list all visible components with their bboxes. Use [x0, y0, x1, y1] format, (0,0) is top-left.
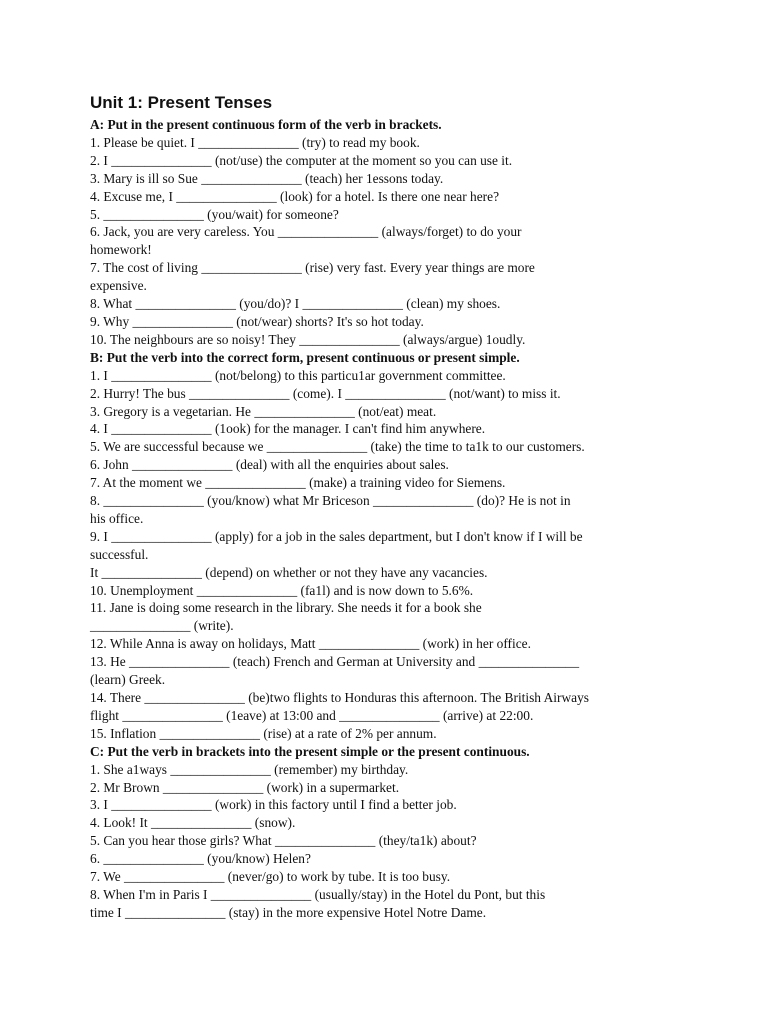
exercise-line: 7. At the moment we _______________ (make) a training video for Siemens.: [90, 475, 506, 491]
exercise-line: 1. Please be quiet. I _______________ (try) to read my book.: [90, 134, 420, 150]
section-heading: B: Put the verb into the correct form, present continuous or present simple.: [90, 349, 520, 365]
exercise-line: expensive.: [90, 278, 147, 294]
exercise-line: 5. We are successful because we _______________ (take) the time to ta1k to our customers.: [90, 439, 585, 455]
exercise-line: 4. I _______________ (1ook) for the manager. I can't find him anywhere.: [90, 421, 486, 437]
exercise-line: 2. Hurry! The bus _______________ (come). I _______________ (not/want) to miss it.: [90, 385, 561, 401]
exercise-line: 10. Unemployment _______________ (fa1l) and is now down to 5.6%.: [90, 582, 474, 598]
exercise-line: 13. He _______________ (teach) French and German at University and _______________: [90, 654, 580, 670]
exercise-section: [90, 743, 690, 922]
exercise-line: 9. I _______________ (apply) for a job in the sales department, but I don't know if I will be: [90, 528, 583, 544]
exercise-line: _______________ (write).: [90, 618, 234, 634]
exercise-sections: [90, 116, 690, 922]
exercise-line: 12. While Anna is away on holidays, Matt _______________ (work) in her office.: [90, 636, 531, 652]
exercise-line: 15. Inflation _______________ (rise) at a rate of 2% per annum.: [90, 725, 437, 741]
exercise-line: 14. There _______________ (be)two flights to Honduras this afternoon. The British Airways: [90, 690, 589, 705]
exercise-line: 2. I _______________ (not/use) the computer at the moment so you can use it.: [90, 152, 513, 168]
exercise-line: It _______________ (depend) on whether or not they have any vacancies.: [90, 564, 488, 580]
exercise-line: 3. I _______________ (work) in this factory until I find a better job.: [90, 797, 457, 813]
exercise-line: 5. Can you hear those girls? What _______________ (they/ta1k) about?: [90, 833, 477, 849]
exercise-line: 6. John _______________ (deal) with all the enquiries about sales.: [90, 457, 449, 473]
exercise-line: 5. _______________ (you/wait) for someone?: [90, 206, 339, 222]
exercise-line: 9. Why _______________ (not/wear) shorts? It's so hot today.: [90, 313, 424, 329]
exercise-line: (learn) Greek.: [90, 672, 166, 688]
exercise-line: 7. The cost of living _______________ (rise) very fast. Every year things are more: [90, 260, 535, 276]
exercise-line: homework!: [90, 242, 152, 258]
exercise-line: 10. The neighbours are so noisy! They _______________ (always/argue) 1oudly.: [90, 331, 526, 347]
exercise-line: time I _______________ (stay) in the more expensive Hotel Notre Dame.: [90, 904, 487, 920]
section-heading: C: Put the verb in brackets into the present simple or the present continuous.: [90, 743, 530, 759]
exercise-line: flight _______________ (1eave) at 13:00 and _______________ (arrive) at 22:00.: [90, 707, 534, 723]
exercise-line: 8. What _______________ (you/do)? I _______________ (clean) my shoes.: [90, 296, 501, 312]
exercise-section: [90, 349, 690, 743]
exercise-line: his office.: [90, 510, 144, 526]
exercise-line: 4. Excuse me, I _______________ (look) for a hotel. Is there one near here?: [90, 188, 500, 204]
exercise-line: 6. Jack, you are very careless. You _______________ (always/forget) to do your: [90, 224, 522, 240]
worksheet-page: [90, 92, 690, 922]
exercise-line: 3. Mary is ill so Sue _______________ (teach) her 1essons today.: [90, 170, 444, 186]
exercise-line: successful.: [90, 546, 149, 562]
section-heading: A: Put in the present continuous form of the verb in brackets.: [90, 117, 442, 132]
exercise-line: 7. We _______________ (never/go) to work by tube. It is too busy.: [90, 869, 451, 885]
exercise-line: 4. Look! It _______________ (snow).: [90, 815, 296, 831]
exercise-line: 1. I _______________ (not/belong) to this particu1ar government committee.: [90, 367, 506, 383]
exercise-line: 2. Mr Brown _______________ (work) in a supermarket.: [90, 779, 400, 795]
exercise-line: 1. She a1ways _______________ (remember) my birthday.: [90, 761, 409, 777]
exercise-line: 6. _______________ (you/know) Helen?: [90, 851, 311, 867]
exercise-line: 8. When I'm in Paris I _______________ (usually/stay) in the Hotel du Pont, but this: [90, 886, 546, 902]
exercise-section: [90, 116, 690, 349]
exercise-line: 11. Jane is doing some research in the library. She needs it for a book she: [90, 600, 482, 616]
page-title: Unit 1: Present Tenses: [90, 93, 273, 112]
exercise-line: 3. Gregory is a vegetarian. He _______________ (not/eat) meat.: [90, 403, 437, 419]
exercise-line: 8. _______________ (you/know) what Mr Briceson _______________ (do)? He is not in: [90, 493, 571, 509]
